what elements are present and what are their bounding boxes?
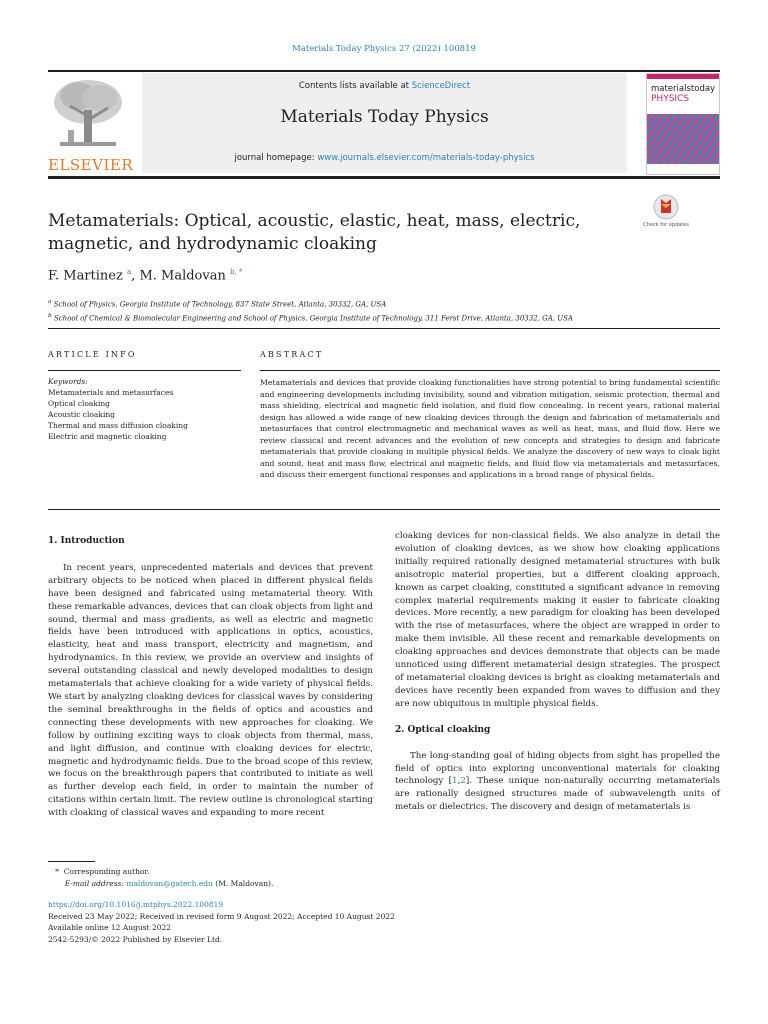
citation-link[interactable]: 1 <box>452 776 458 787</box>
check-for-updates-button[interactable] <box>643 193 689 233</box>
keyword-item: Electric and magnetic cloaking <box>48 432 167 441</box>
keyword-item: Thermal and mass diffusion cloaking <box>48 421 188 430</box>
affiliation-a: $^a$ School of Physics, Georgia Institute of Technology, 837 State Street, Atlanta, 30332, GA, USA <box>48 299 387 309</box>
affiliation-mark[interactable]: a <box>126 268 132 276</box>
email-note: E-mail address: maldovan@gatech.edu (M. Maldovan). <box>64 879 274 888</box>
keyword-item: Optical cloaking <box>48 399 110 408</box>
check-updates-icon <box>643 193 689 233</box>
journal-banner <box>48 70 720 174</box>
intro-paragraph-continued: cloaking devices for non-classical fields. We also analyze in detail the evolution of cloaking devices, as we show how cloaking applications initially required rationally designed metamaterial structures with bulk anisotropic material properties, but a different cloaking approach, known as carpet cloaking, constituted a significant advance in removing complex material requirements making it easier to fabricate cloaking devices. More recently, a new paradigm for cloaking has been developed with the rise of metasurfaces, where the object are wrapped in order to make them invisible. All these recent and remarkable developments on cloaking approaches and devices demonstrate that objects can be made unnoticed using different metamaterial design strategies. The prospect of metamaterial cloaking devices is bright as cloaking metamaterials and devices have recently been expanded from waves to diffusion and they are now ubiquitous in multiple physical fields. <box>395 531 720 709</box>
check-updates-label: Check for updates <box>643 222 689 228</box>
keyword-item: Acoustic cloaking <box>48 410 115 419</box>
optical-paragraph: The long-standing goal of hiding objects from sight has propelled the field of optics into exploring unconventional materials for cloaking technology [1,2]. These unique non-naturally occurring metamaterials are rationally designed structures made of subwavelength units of metals or dielectrics. The discovery and design of metamaterials is <box>395 750 720 813</box>
banner-top-rule <box>48 70 720 72</box>
elsevier-logo[interactable] <box>48 76 134 174</box>
intro-paragraph: In recent years, unprecedented materials and devices that prevent arbitrary objects to be noticed when placed in different physical fields have been designed and fabricated using metamaterial theory. With these remarkable advances, devices that can cloak objects from light and sound, thermal and mass gradients, as well as electric and magnetic fields have been introduced with applications in optics, acoustics, elasticity, heat and mass transport, electricity and magnetism, and hydrodynamics. In this review, we provide an overview and insights of several outstanding classical and newly developed modalities to design metamaterials that achieve cloaking for a wide variety of physical fields. We start by analyzing cloaking devices for classical waves by considering the seminal breakthroughs in the fields of optics and acoustics and connecting these developments with new approaches for cloaking. We follow by outlining exciting ways to cloak objects from thermal, mass, and light diffusion, and continue with cloaking devices for electric, magnetic and hydrodynamic fields. Due to the broad scope of this review, we focus on the breakthrough papers that contributed to initiate as well as further develop each field, in order to maintain the number of citations within certain limit. The review outline is chronological starting with cloaking of classical waves and expanding to more recent <box>48 562 373 819</box>
article-meta-footer <box>48 899 720 945</box>
body-column-right <box>395 530 720 814</box>
cover-brand-line1: materialstoday <box>651 84 716 94</box>
homepage-link[interactable]: www.journals.elsevier.com/materials-today-physics <box>317 153 535 163</box>
banner-bottom-rule <box>48 176 720 179</box>
sciencedirect-link[interactable]: ScienceDirect <box>411 81 471 91</box>
journal-title: Materials Today Physics <box>280 107 489 127</box>
author-name[interactable]: M. Maldovan <box>139 268 226 284</box>
homepage-line <box>142 153 627 163</box>
abstract-divider <box>48 509 720 510</box>
homepage-prefix: journal homepage: <box>234 153 318 163</box>
header-divider <box>48 328 720 329</box>
doi-link[interactable]: https://doi.org/10.1016/j.mtphys.2022.100819 <box>48 900 224 909</box>
contents-prefix: Contents lists available at <box>298 81 412 91</box>
body-column-left <box>48 535 373 820</box>
footnotes <box>48 866 720 890</box>
cover-brand-line2: PHYSICS <box>651 94 690 104</box>
abstract-rule <box>260 370 720 371</box>
keywords-block <box>48 376 248 442</box>
abstract-text: Metamaterials and devices that provide cloaking functionalities have strong potential to bring fundamental scientific and engineering developments including invisibility, sound and vibration mitigation, seismic protection, thermal and mass shielding, electrical and magnetic field isolation, and fluid flow concealing. In recent years, rational material design has allowed a wide range of new cloaking devices through the design and fabrication of metamaterials and metasurfaces that control electromagnetic and mechanical waves as well as heat, mass, and fluid flow. Here we review classical and recent advances and the evolution of new concepts and strategies to design and fabricate metamaterials that provide cloaking in multiple physical fields. We analyze the discovery of new ways to cloak light and sound, heat and mass flow, electrical and magnetic fields, and fluid flow via metamaterials and metasurfaces, and discuss their emergent functional responses and applications in a broad range of physical fields. <box>260 378 720 480</box>
section-heading-optical-cloaking: 2. Optical cloaking <box>395 724 491 735</box>
received-dates: Received 23 May 2022; Received in revised form 9 August 2022; Accepted 10 August 2022 <box>48 911 395 921</box>
contents-line <box>142 81 627 91</box>
abstract-heading: ABSTRACT <box>260 350 324 359</box>
journal-info-box <box>142 73 627 173</box>
footnote-rule <box>48 861 95 862</box>
author-name[interactable]: F. Martinez <box>48 268 123 284</box>
running-header[interactable]: Materials Today Physics 27 (2022) 100819 <box>292 44 476 54</box>
email-link[interactable]: maldovan@gatech.edu <box>126 879 213 888</box>
elsevier-tree-icon <box>48 76 128 154</box>
keyword-item: Metamaterials and metasurfaces <box>48 388 174 397</box>
article-info-rule <box>48 370 241 371</box>
cover-brand <box>651 84 715 104</box>
keywords-label: Keywords: <box>48 377 88 386</box>
paper-title: Metamaterials: Optical, acoustic, elastic, heat, mass, electric, magnetic, and hydrodynamic cloaking <box>48 211 581 254</box>
affiliations <box>48 296 720 325</box>
article-info-heading: ARTICLE INFO <box>48 350 137 359</box>
corresponding-author-note: * Corresponding author. <box>55 867 150 876</box>
citation-link[interactable]: 2 <box>460 776 466 787</box>
elsevier-wordmark: ELSEVIER <box>48 156 134 174</box>
copyright: 2542-5293/© 2022 Published by Elsevier Ltd. <box>48 934 223 944</box>
section-heading-introduction: 1. Introduction <box>48 536 125 546</box>
affiliation-mark[interactable]: b, * <box>230 268 243 276</box>
author-list: F. Martinez $^a$, M. Maldovan $^{b, *}$ <box>48 268 243 284</box>
affiliation-b: $^b$ School of Chemical & Biomolecular Engineering and School of Physics, Georgia Institute of Technology, 311 Ferst Drive, Atlanta, 30332, GA, USA <box>48 313 573 323</box>
available-online: Available online 12 August 2022 <box>48 923 172 932</box>
journal-cover-thumbnail[interactable] <box>646 73 720 175</box>
